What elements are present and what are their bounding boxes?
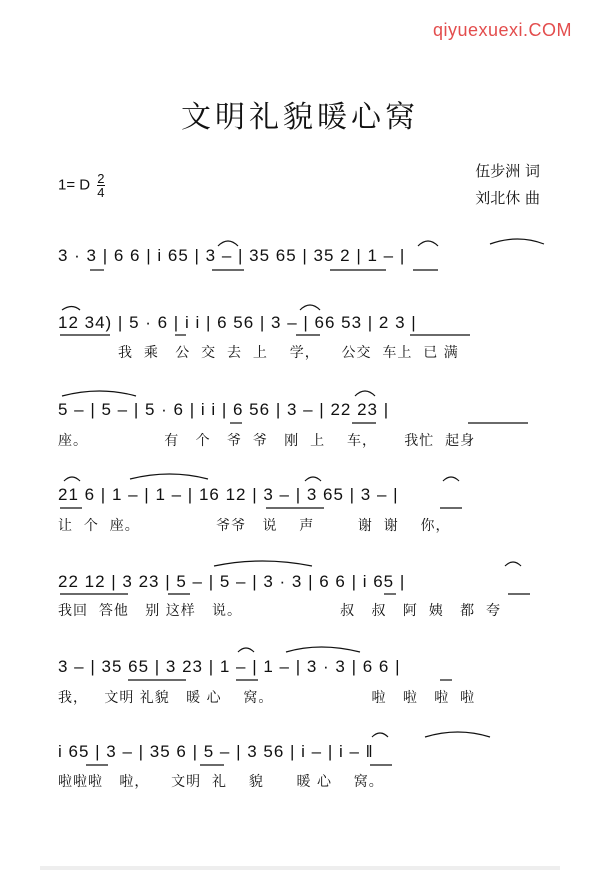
notes: i 65 | 3 – | 35 6 | 5 – | 3 56 | i – | i – ‖ — [58, 742, 374, 761]
lyrics-line-3: 座。 有 个 爷 爷 刚 上 车， 我忙 起身 — [58, 433, 476, 449]
notes: 22 12 | 3 23 | 5 – | 5 – | 3 · 3 | 6 6 | i 65 | — [58, 572, 406, 591]
tie-arc — [62, 391, 136, 396]
lyrics-line-5: 我回 答他 别 这样 说。 叔 叔 阿 姨 都 夸 — [58, 603, 502, 619]
slur-arc — [305, 477, 321, 481]
notes: 3 · 3 | 6 6 | i 65 | 3 – | 35 65 | 35 2 | 1 – | — [58, 246, 406, 265]
slur-arc — [64, 477, 80, 481]
slur-arc — [238, 648, 254, 652]
lyrics-line-4: 让 个 座。 爷爷 说 声 谢 谢 你， — [58, 518, 451, 534]
footer-shadow — [40, 866, 560, 870]
slur-arc — [300, 305, 320, 310]
slur-arc — [418, 241, 438, 246]
lyrics-line-2: 我 乘 公 交 去 上 学， 公交 车上 已 满 — [58, 345, 459, 361]
notes: 3 – | 35 65 | 3 23 | 1 – | 1 – | 3 · 3 | 6 6 | — [58, 657, 401, 676]
slur-arc — [355, 391, 375, 396]
composer-credit: 刘北休 曲 — [475, 189, 540, 207]
slur-arc — [218, 241, 238, 246]
notes: 5 – | 5 – | 5 · 6 | i i | 6 56 | 3 – | 22 23 | — [58, 400, 390, 419]
tie-arc — [425, 732, 490, 737]
slur-arc — [372, 733, 388, 737]
tie-arc — [130, 474, 208, 479]
tie-arc — [62, 307, 80, 311]
lyricist-credit: 伍步洲 词 — [475, 162, 540, 180]
song-title: 文明礼貌暖心窝 — [181, 100, 419, 135]
watermark: qiyuexuexi.COM — [432, 20, 572, 40]
key-label: 1= D — [58, 176, 91, 194]
slur-arc — [505, 562, 521, 566]
lyrics-line-6: 我， 文明 礼貌 暖 心 窝。 啦 啦 啦 啦 — [58, 690, 476, 706]
tie-arc — [286, 647, 360, 652]
time-signature-bottom: 4 — [97, 185, 105, 200]
notes: 21 6 | 1 – | 1 – | 16 12 | 3 – | 3 65 | 3 – | — [58, 485, 399, 504]
tie-arc — [490, 239, 544, 244]
lyrics-line-7: 啦啦啦 啦， 文明 礼 貌 暖 心 窝。 — [58, 774, 384, 790]
time-signature-top: 2 — [97, 171, 105, 186]
tie-arc — [214, 561, 312, 566]
notes: 12 34) | 5 · 6 | i i | 6 56 | 3 – | 66 53 | 2 3 | — [58, 313, 417, 332]
slur-arc — [443, 477, 459, 481]
